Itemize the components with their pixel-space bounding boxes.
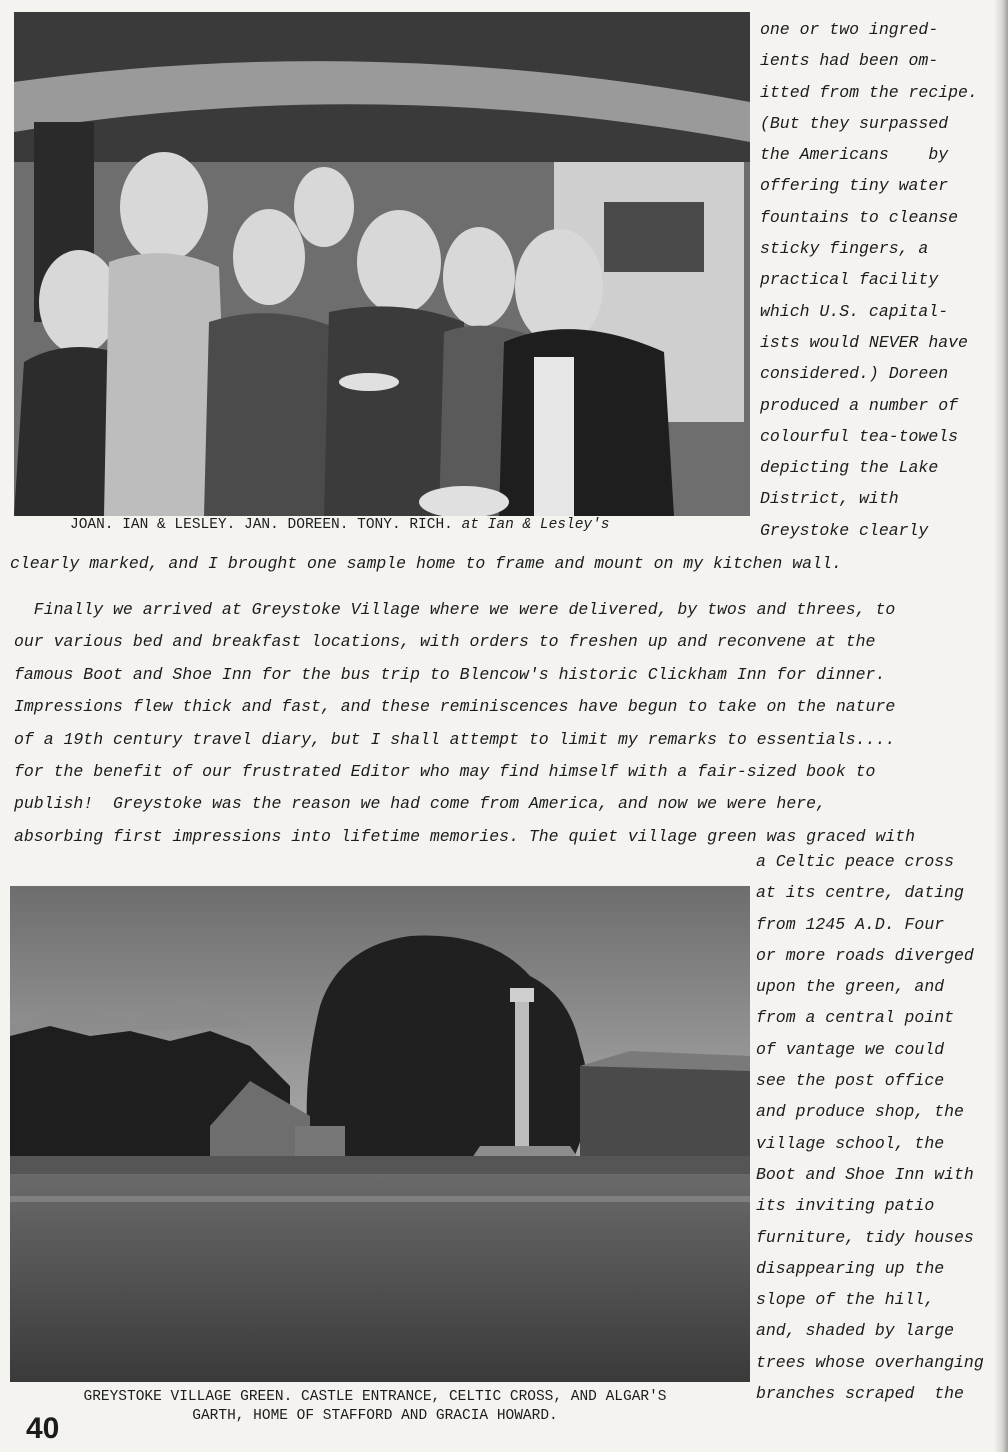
page-number: 40 <box>26 1412 60 1445</box>
village-green-caption <box>20 1388 730 1426</box>
column-line: disappearing up the <box>756 1258 945 1278</box>
caption-place: at Ian & Lesley's <box>452 517 610 533</box>
column-line: offering tiny water <box>760 176 949 196</box>
text-line: Impressions flew thick and fast, and these reminiscences have begun to take on the nature <box>14 697 896 717</box>
column-line: (But they surpassed <box>760 113 949 133</box>
column-line: which U.S. capital- <box>760 301 949 321</box>
column-line: village school, the <box>756 1133 945 1153</box>
column-line: of vantage we could <box>756 1039 945 1059</box>
column-line: Greystoke clearly <box>760 520 929 540</box>
village-green-photo <box>10 886 750 1382</box>
text-line: Finally we arrived at Greystoke Village where we were delivered, by twos and threes, to <box>14 600 896 619</box>
column-line: from a central point <box>756 1008 955 1028</box>
column-line: or more roads diverged <box>756 945 974 965</box>
column-line: itted from the recipe. <box>760 82 978 102</box>
text-line: publish! Greystoke was the reason we had come from America, and now we were here, <box>14 794 826 814</box>
continuation-line <box>10 548 842 580</box>
column-line: upon the green, and <box>756 977 945 997</box>
caption-line: GREYSTOKE VILLAGE GREEN. CASTLE ENTRANCE, CELTIC CROSS, AND ALGAR'S <box>83 1389 667 1405</box>
right-column-top <box>760 14 978 546</box>
group-photo-image <box>14 12 750 516</box>
column-line: ients had been om- <box>760 51 939 71</box>
text-line: clearly marked, and I brought one sample home to frame and mount on my kitchen wall. <box>10 554 842 573</box>
column-line: its inviting patio <box>756 1196 935 1216</box>
column-line: practical facility <box>760 270 939 290</box>
column-line: and, shaded by large <box>756 1321 955 1341</box>
caption-names: JOAN. IAN & LESLEY. JAN. DOREEN. TONY. RICH. <box>70 517 453 533</box>
column-line: considered.) Doreen <box>760 364 949 384</box>
column-line: from 1245 A.D. Four <box>756 914 945 934</box>
column-line: fountains to cleanse <box>760 207 959 227</box>
column-line: the Americans by <box>760 145 949 165</box>
column-line: Boot and Shoe Inn with <box>756 1164 974 1184</box>
column-line: and produce shop, the <box>756 1102 964 1122</box>
column-line: one or two ingred- <box>760 20 939 39</box>
column-line: colourful tea-towels <box>760 426 959 446</box>
group-photo <box>14 12 750 516</box>
column-line: a Celtic peace cross <box>756 852 955 871</box>
village-green-image <box>10 886 750 1382</box>
column-line: depicting the Lake <box>760 458 939 478</box>
column-line: ists would NEVER have <box>760 332 968 352</box>
text-line: famous Boot and Shoe Inn for the bus trip to Blencow's historic Clickham Inn for dinner. <box>14 664 886 684</box>
column-line: see the post office <box>756 1071 945 1091</box>
text-line: for the benefit of our frustrated Editor who may find himself with a fair-sized book to <box>14 762 876 782</box>
column-line: furniture, tidy houses <box>756 1227 974 1247</box>
column-line: branches scraped the <box>756 1384 964 1404</box>
text-line: our various bed and breakfast locations, with orders to freshen up and reconvene at the <box>14 632 876 652</box>
main-paragraph <box>14 594 915 853</box>
text-line: absorbing first impressions into lifetime memories. The quiet village green was graced with <box>14 826 916 846</box>
column-line: slope of the hill, <box>756 1290 935 1310</box>
column-line: District, with <box>760 489 899 509</box>
group-photo-caption <box>70 516 610 535</box>
text-line: of a 19th century travel diary, but I shall attempt to limit my remarks to essentials.... <box>14 729 896 749</box>
right-column-bottom <box>756 846 984 1409</box>
column-line: sticky fingers, a <box>760 239 929 259</box>
page-edge-shadow <box>994 0 1008 1452</box>
column-line: produced a number of <box>760 395 959 415</box>
column-line: at its centre, dating <box>756 883 964 903</box>
column-line: trees whose overhanging <box>756 1352 984 1372</box>
caption-line: GARTH, HOME OF STAFFORD AND GRACIA HOWARD. <box>192 1408 558 1424</box>
